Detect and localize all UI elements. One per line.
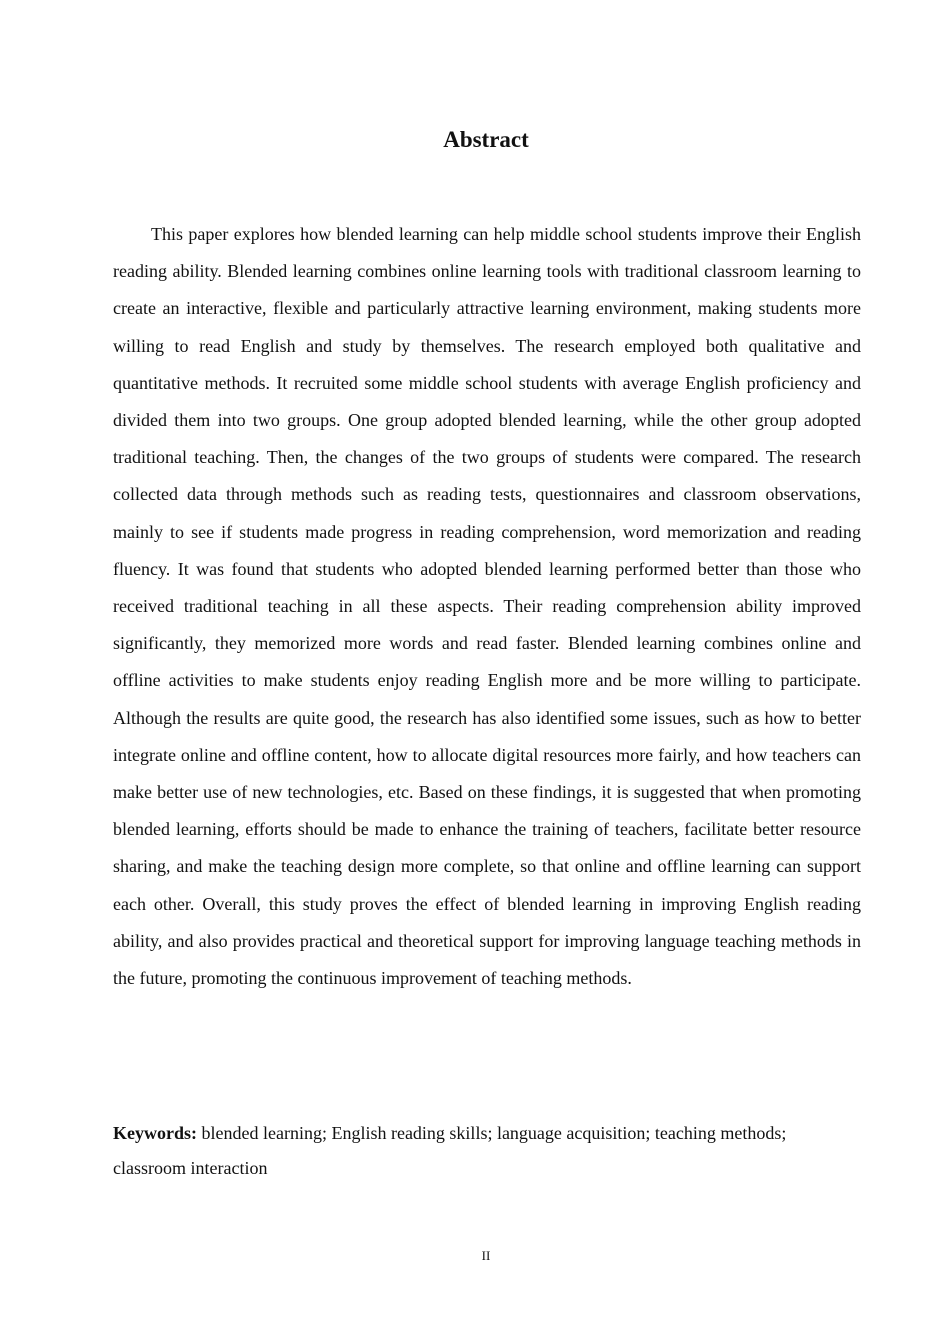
abstract-title: Abstract bbox=[443, 127, 529, 152]
keywords-text: blended learning; English reading skills; language acquisition; teaching methods; classroom interaction bbox=[113, 1123, 787, 1178]
keywords-label: Keywords: bbox=[113, 1123, 197, 1143]
abstract-body: This paper explores how blended learning can help middle school students improve their English reading ability. Blended learning combines online learning tools with traditional classroom learning to create an interactive, flexible and particularly attractive learning environment, making students more willing to read English and study by themselves. The research employed both qualitative and quantitative methods. It recruited some middle school students with average English proficiency and divided them into two groups. One group adopted blended learning, while the other group adopted traditional teaching. Then, the changes of the two groups of students were compared. The research collected data through methods such as reading tests, questionnaires and classroom observations, mainly to see if students made progress in reading comprehension, word memorization and reading fluency. It was found that students who adopted blended learning performed better than those who received traditional teaching in all these aspects. Their reading comprehension ability improved significantly, they memorized more words and read faster. Blended learning combines online and offline activities to make students enjoy reading English more and be more willing to participate. Although the results are quite good, the research has also identified some issues, such as how to better integrate online and offline content, how to allocate digital resources more fairly, and how teachers can make better use of new technologies, etc. Based on these findings, it is suggested that when promoting blended learning, efforts should be made to enhance the training of teachers, facilitate better resource sharing, and make the teaching design more complete, so that online and offline learning can support each other. Overall, this study proves the effect of blended learning in improving English reading ability, and also provides practical and theoretical support for improving language teaching methods in the future, promoting the continuous improvement of teaching methods. bbox=[113, 224, 861, 989]
page-number: II bbox=[481, 1248, 491, 1263]
keywords-line bbox=[113, 1116, 861, 1186]
